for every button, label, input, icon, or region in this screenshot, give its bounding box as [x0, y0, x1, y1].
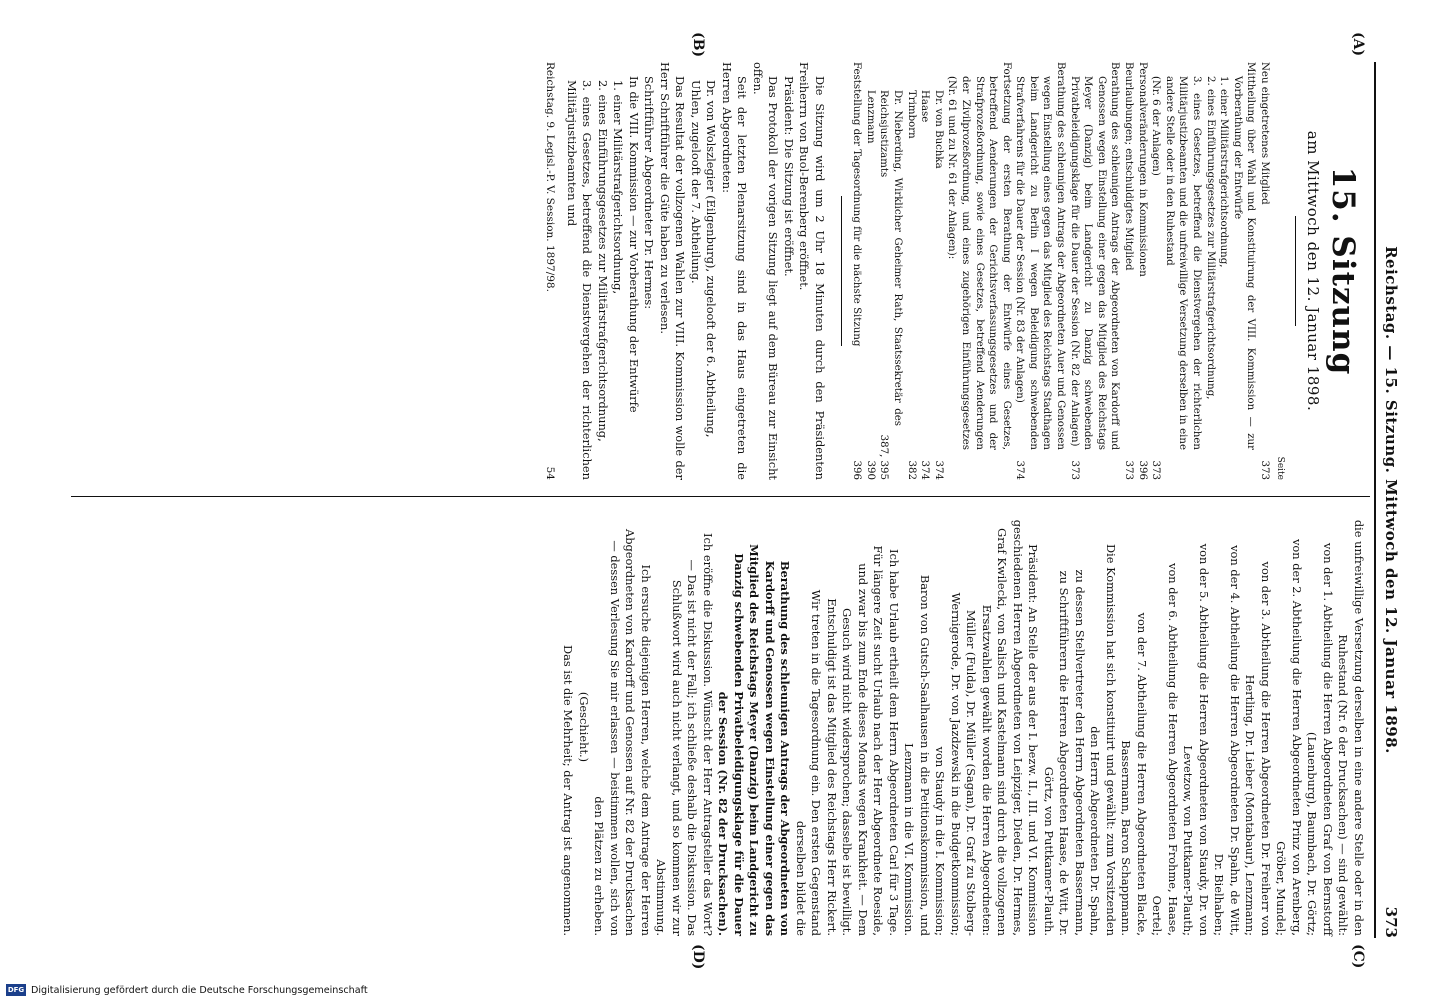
column-divider	[71, 496, 1370, 497]
toc-entry: Trimborn 382	[905, 90, 917, 480]
paragraph: (Geschieht.)	[577, 691, 591, 763]
paragraph: von der 4. Abtheilung die Herren Abgeordneten Dr. Spahn, de Witt, Dr. Bielhaben;	[1212, 545, 1242, 936]
left-column	[542, 62, 1366, 480]
paragraph: Ich habe Urlaub ertheilt dem Herrn Abgeordneten Carl für 3 Tage.	[887, 549, 901, 936]
toc-entry: (Nr. 6 der Anlagen) 373	[1150, 76, 1162, 480]
session-title: 15. Sitzung	[1325, 166, 1361, 376]
paragraph: Entschuldigt ist das Mitglied des Reichstags Herr Rickert.	[825, 598, 839, 936]
credit-text: Digitalisierung gefördert durch die Deutsche Forschungsgemeinschaft	[31, 984, 368, 996]
margin-letter-a: (A)	[1350, 32, 1366, 57]
running-head	[1374, 62, 1406, 938]
toc-entry: Lenzmann 390	[864, 90, 876, 480]
toc-entry: Beurlaubungen; entschuldigtes Mitglied 373	[1123, 62, 1135, 480]
paragraph: Wir treten in die Tagesordnung ein. Den ersten Gegenstand derselben bildet die	[794, 589, 824, 936]
digitization-credit	[6, 984, 368, 996]
paragraph: 2. eines Einführungsgesetzes zur Militärstrafgerichtsordnung,	[595, 80, 610, 442]
table-of-contents	[850, 62, 1271, 480]
paragraph: Das ist die Mehrheit; der Antrag ist angenommen.	[561, 644, 576, 936]
paragraph: Ich eröffne die Diskussion. Wünscht der Herr Antragsteller das Wort? — Das ist nicht der Fall; ich schließe deshalb die Diskussion. Das Schlußwort wird auch nicht verlangt, und so kommen wir zur Abstimmung.	[654, 533, 715, 936]
running-head-title: Reichstag. — 15. Sitzung. Mittwoch den 12. Januar 1898.	[1382, 246, 1400, 754]
paragraph: von Staudy in die I. Kommission;	[933, 746, 948, 936]
footer	[542, 62, 558, 480]
toc-entry: Berathung des schleunigen Antrags der Abgeordneten Auer und Genossen wegen Einstellung eines gegen das Mitglied des Reichstags Stadthagen beim Landgericht zu Berlin I wegen Beleidigung schwebenden Strafverfahrens für die Dauer der Session (Nr. 83 der Anlagen) 374	[1014, 62, 1067, 480]
right-column	[560, 518, 1366, 936]
title-rule	[1296, 216, 1297, 326]
paragraph: Dr. von Wolszlegier (Eilgenburg), zugelooft der 6. Abtheilung,	[704, 80, 719, 438]
toc-entry: Feststellung der Tagesordnung für die nächste Sitzung 396	[851, 62, 863, 480]
toc-entry: Personalveränderungen in Kommissionen 396	[1136, 62, 1148, 480]
paragraph: Für längere Zeit sucht Urlaub nach der Herr Abgeordnete Roeside, und zwar bis zum Ende dieses Monats wegen Krankheit. — Dem Gesuch wird nicht widersprochen; dasselbe ist bewilligt.	[840, 545, 886, 936]
toc-entry: Berathung des schleunigen Antrags der Abgeordneten von Kardorff und Genossen wegen Einstellung einer gegen das Mitglied des Reichstags Meyer (Danzig) beim Landgericht zu Danzig schwebenden Privatbeleidigungsklage für die Dauer der Session (Nr. 82 der Anlagen) 373	[1068, 62, 1121, 480]
footer-sheet-number: 54	[544, 466, 557, 480]
margin-letter-c: (C)	[1350, 944, 1366, 969]
session-date: am Mittwoch den 12. Januar 1898.	[1304, 130, 1322, 412]
paragraph: von der 1. Abtheilung die Herren Abgeordneten Graf von Bernstorff (Lauenburg), Baumbach, Dr. Görtz;	[1305, 542, 1335, 936]
paragraph: von der 7. Abtheilung die Herren Abgeordneten Blacke, Bassermann, Baron Schappmann.	[1119, 612, 1149, 936]
paragraph: Die Kommission hat sich konstituirt und gewählt: zum Vorsitzenden den Herrn Abgeordneten Dr. Spahn,	[1088, 543, 1118, 936]
toc-entry: 3. eines Gesetzes, betreffend die Dienstvergehen der richterlichen Militärjustizbeamten und die unfreiwillige Versetzung derselben in eine andere Stelle oder in den Ruhestand	[1163, 76, 1203, 450]
toc-entry: 1. einer Militärstrafgerichtsordnung,	[1218, 76, 1230, 268]
paragraph: zu dessen Stellvertreter den Herrn Abgeordneten Bassermann,	[1073, 569, 1087, 936]
paragraph: Ich ersuche diejenigen Herren, welche dem Antrage der Herren Abgeordneten von Kardorff und Genossen auf Nr. 82 der Drucksachen — dessen Verlesung Sie mir erlassen — beistimmen wollen, sich von den Plätzen zu erheben.	[592, 528, 653, 936]
paragraph: Berathung des schleunigen Antrags der Abgeordneten von Kardorff und Genossen wegen Einstellung einer gegen das Mitglied des Reichstags Meyer (Danzig) beim Landgericht zu Danzig schwebenden Privatbeleidigungsklage für die Dauer der Session (Nr. 82 der Drucksachen).	[716, 544, 793, 936]
paragraph: Das Protokoll der vorigen Sitzung liegt auf dem Büreau zur Einsicht offen.	[750, 62, 781, 480]
margin-letter-b: (B)	[690, 32, 706, 58]
toc-entry: Fortsetzung der ersten Berathung der Entwürfe eines Gesetzes, betreffend Aenderungen der Gerichtsverfassungsgesetzes und der Strafprozeßordnung, sowie eines Gesetzes, betreffend Aenderungen der Zivilprozeßordnung, und eines zugehörigen Einführungsgesetzes (Nr. 61 und zu Nr. 61 der Anlagen):	[946, 62, 1012, 450]
paragraph: Präsident: Die Sitzung ist eröffnet.	[781, 76, 796, 277]
paragraph: Schriftführer Abgeordneter Dr. Hermes:	[642, 76, 657, 310]
dfg-logo: DFG	[7, 986, 25, 994]
paragraph: die unfreiwillige Versetzung derselben in eine andere Stelle oder in den Ruhestand (Nr. 6 der Drucksachen) — sind gewählt:	[1336, 519, 1366, 936]
toc-entry: Haase 374	[919, 90, 931, 480]
toc-entry: Mittheilung über Wahl und Konstituirung der VIII. Kommission — zur Vorberathung der Entwürfe	[1231, 62, 1257, 450]
paragraph: zu Schriftführern die Herren Abgeordneten Haase, de Witt, Dr. Görtz, von Puttkamer-Plauth.	[1042, 570, 1072, 936]
paragraph: Uhlen, zugelooft der 7. Abtheilung.	[688, 80, 703, 284]
toc-entry: Dr. von Buchka 374	[932, 90, 944, 480]
paragraph: von der 6. Abtheilung die Herren Abgeordneten Frohme, Haase, Oertel;	[1150, 563, 1180, 936]
toc-rule	[841, 196, 842, 346]
toc-entry: Dr. Nieberding, Wirklicher Geheimer Rath, Staatssekretär des Reichsjustizamts 387, 395	[878, 90, 903, 480]
paragraph: Müller (Fulda), Dr. Müller (Sagan), Dr. Graf zu Stolberg-Wernigerode, Dr. von Jazdzewski in die Budgetkommission;	[949, 592, 979, 936]
paragraph: von der 2. Abtheilung die Herren Abgeordneten Prinz von Arenberg, Gröber, Mundel;	[1274, 538, 1304, 936]
footer-signature: Reichstag. 9. Legisl.-P. V. Session. 1897/98.	[544, 62, 557, 292]
paragraph: Die Sitzung wird um 2 Uhr 18 Minuten durch den Präsidenten Freiherrn von Buol-Berenberg eröffnet.	[797, 62, 827, 480]
toc-entry: Neu eingetretenes Mitglied 373	[1259, 62, 1270, 480]
paragraph: von der 5. Abtheilung die Herren Abgeordneten von Staudy, Dr. von Levetzow, von Puttkamer-Plauth;	[1181, 543, 1211, 936]
page-frame	[61, 32, 1406, 970]
paragraph: 1. einer Militärstrafgerichtsordnung,	[611, 80, 626, 295]
paragraph: Seit der letzten Plenarsitzung sind in das Haus eingetreten die Herren Abgeordneten:	[719, 62, 750, 480]
paragraph: In die VIII. Kommission — zur Vorberathung der Entwürfe	[626, 76, 641, 413]
running-head-page-number: 373	[1382, 906, 1400, 938]
paragraph: Lenzmann in die VI. Kommission.	[902, 743, 917, 936]
paragraph: Präsident: An Stelle der aus der I. bezw. II., III. und VI. Kommission geschiedenen Herren Abgeordneten von Leipziger, Dieden, Dr. Hermes, Graf Kwilecki, von Salisch und Kastelmann sind durch die vollzogenen Ersatzwahlen gewählt worden die Herren Abgeordneten:	[980, 519, 1041, 936]
paragraph: 3. eines Gesetzes, betreffend die Dienstvergehen der richterlichen Militärjustizbeamten und	[564, 80, 595, 480]
margin-letter-d: (D)	[690, 944, 706, 970]
paragraph: Das Resultat der vollzogenen Wahlen zur VIII. Kommission wolle der Herr Schriftführer die Güte haben zu verlesen.	[657, 62, 688, 480]
toc-seite-label: Seite	[1275, 456, 1286, 480]
paragraph: von der 3. Abtheilung die Herren Abgeordneten Dr. Freiherr von Hertling, Dr. Lieber (Montabaur), Lenzmann;	[1243, 561, 1273, 936]
paragraph: Baron von Gutsch-Saalhausen in die Petitionskommission, und	[918, 574, 932, 936]
toc-entry: 2. eines Einführungsgesetzes zur Militärstrafgerichtsordnung,	[1204, 76, 1216, 400]
